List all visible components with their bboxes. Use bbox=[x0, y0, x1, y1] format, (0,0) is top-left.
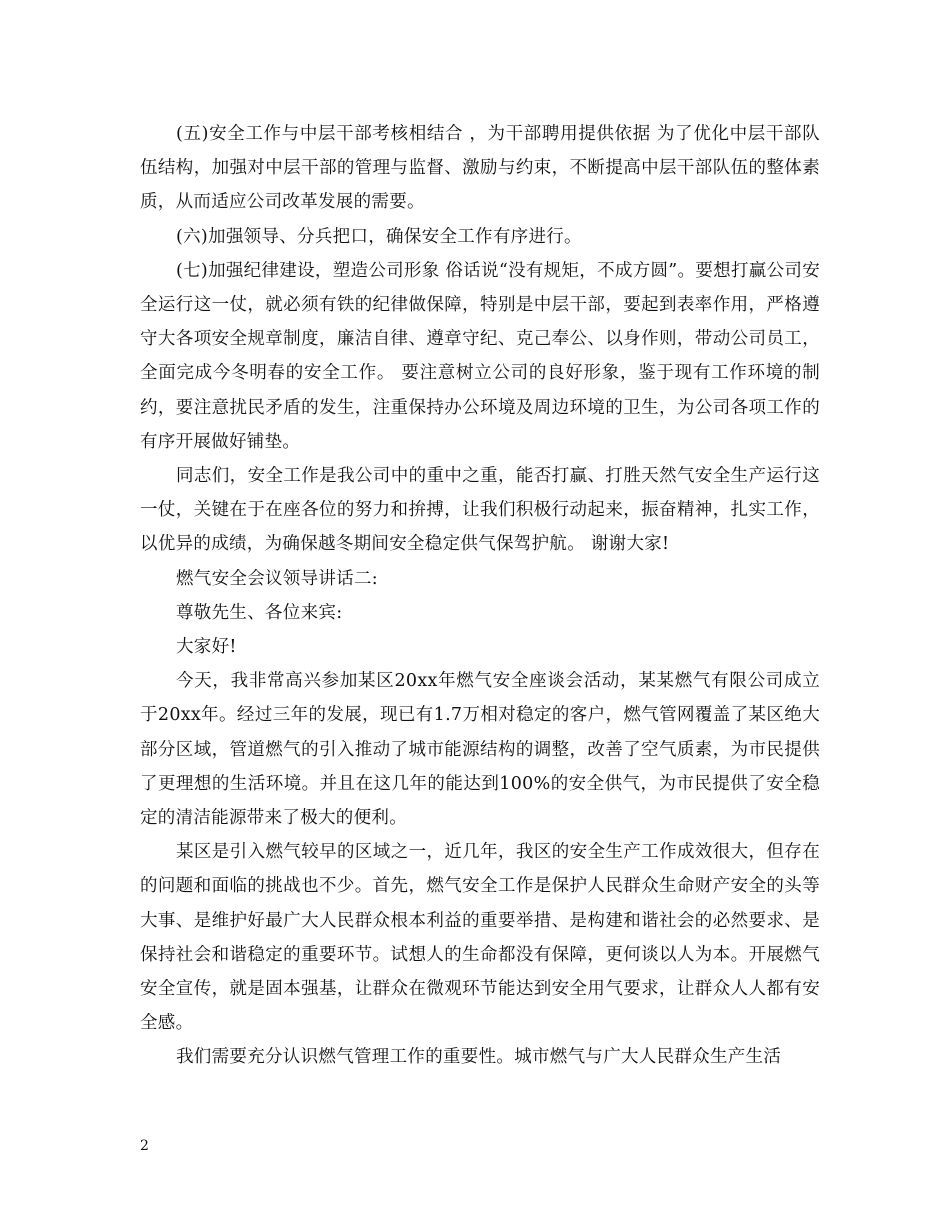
paragraph-7-discipline: (七)加强纪律建设，塑造公司形象 俗话说“没有规矩，不成方圆”。要想打赢公司安全运行这一仗，就必须有铁的纪律做保障，特别是中层干部，要起到表率作用，严格遵守大各项安全规章制度，廉洁自律、遵章守纪、克己奉公、以身作则，带动公司员工，全面完成今冬明春的安全工作。 要注意树立公司的良好形象，鉴于现有工作环境的制约，要注意扰民矛盾的发生，注重保持办公环境及周边环境的卫生，为公司各项工作的有序开展做好铺垫。 bbox=[140, 260, 820, 452]
paragraph-6-leadership: (六)加强领导、分兵把口，确保安全工作有序进行。 bbox=[176, 226, 582, 247]
paragraph-5-cadre-assessment: (五)安全工作与中层干部考核相结合 ，为干部聘用提供依据 为了优化中层干部队伍结构，加强对中层干部的管理与监督、激励与约束，不断提高中层干部队伍的整体素质，从而适应公司改革发展的需要。 bbox=[140, 124, 820, 213]
speech-two-heading: 燃气安全会议领导讲话二: bbox=[176, 568, 378, 589]
body-text bbox=[140, 117, 820, 1075]
paragraph-closing-remarks: 同志们，安全工作是我公司中的重中之重，能否打赢、打胜天然气安全生产运行这一仗，关键在于在座各位的努力和拚搏，让我们积极行动起来，振奋精神，扎实工作，以优异的成绩，为确保越冬期间安全稳定供气保驾护航。 谢谢大家! bbox=[140, 466, 820, 555]
paragraph-district-safety: 某区是引入燃气较早的区域之一，近几年，我区的安全生产工作成效很大，但存在的问题和面临的挑战也不少。首先，燃气安全工作是保护人民群众生命财产安全的头等大事、是维护好最广大人民群众根本利益的重要举措、是构建和谐社会的必然要求、是保持社会和谐稳定的重要环节。试想人的生命都没有保障，更何谈以人为本。开展燃气安全宣传，就是固本强基，让群众在微观环节能达到安全用气要求，让群众人人都有安全感。 bbox=[140, 842, 820, 1034]
paragraph-company-intro: 今天，我非常高兴参加某区20xx年燃气安全座谈会活动，某某燃气有限公司成立于20xx年。经过三年的发展，现已有1.7万相对稳定的客户，燃气管网覆盖了某区绝大部分区域，管道燃气的引入推动了城市能源结构的调整，改善了空气质素，为市民提供了更理想的生活环境。并且在这几年的能达到100%的安全供气，为市民提供了安全稳定的清洁能源带来了极大的便利。 bbox=[140, 671, 820, 829]
greeting: 大家好! bbox=[176, 637, 237, 658]
page-number: 2 bbox=[140, 1138, 149, 1154]
salutation: 尊敬先生、各位来宾: bbox=[176, 602, 343, 623]
paragraph-management-importance: 我们需要充分认识燃气管理工作的重要性。城市燃气与广大人民群众生产生活 bbox=[176, 1047, 782, 1068]
